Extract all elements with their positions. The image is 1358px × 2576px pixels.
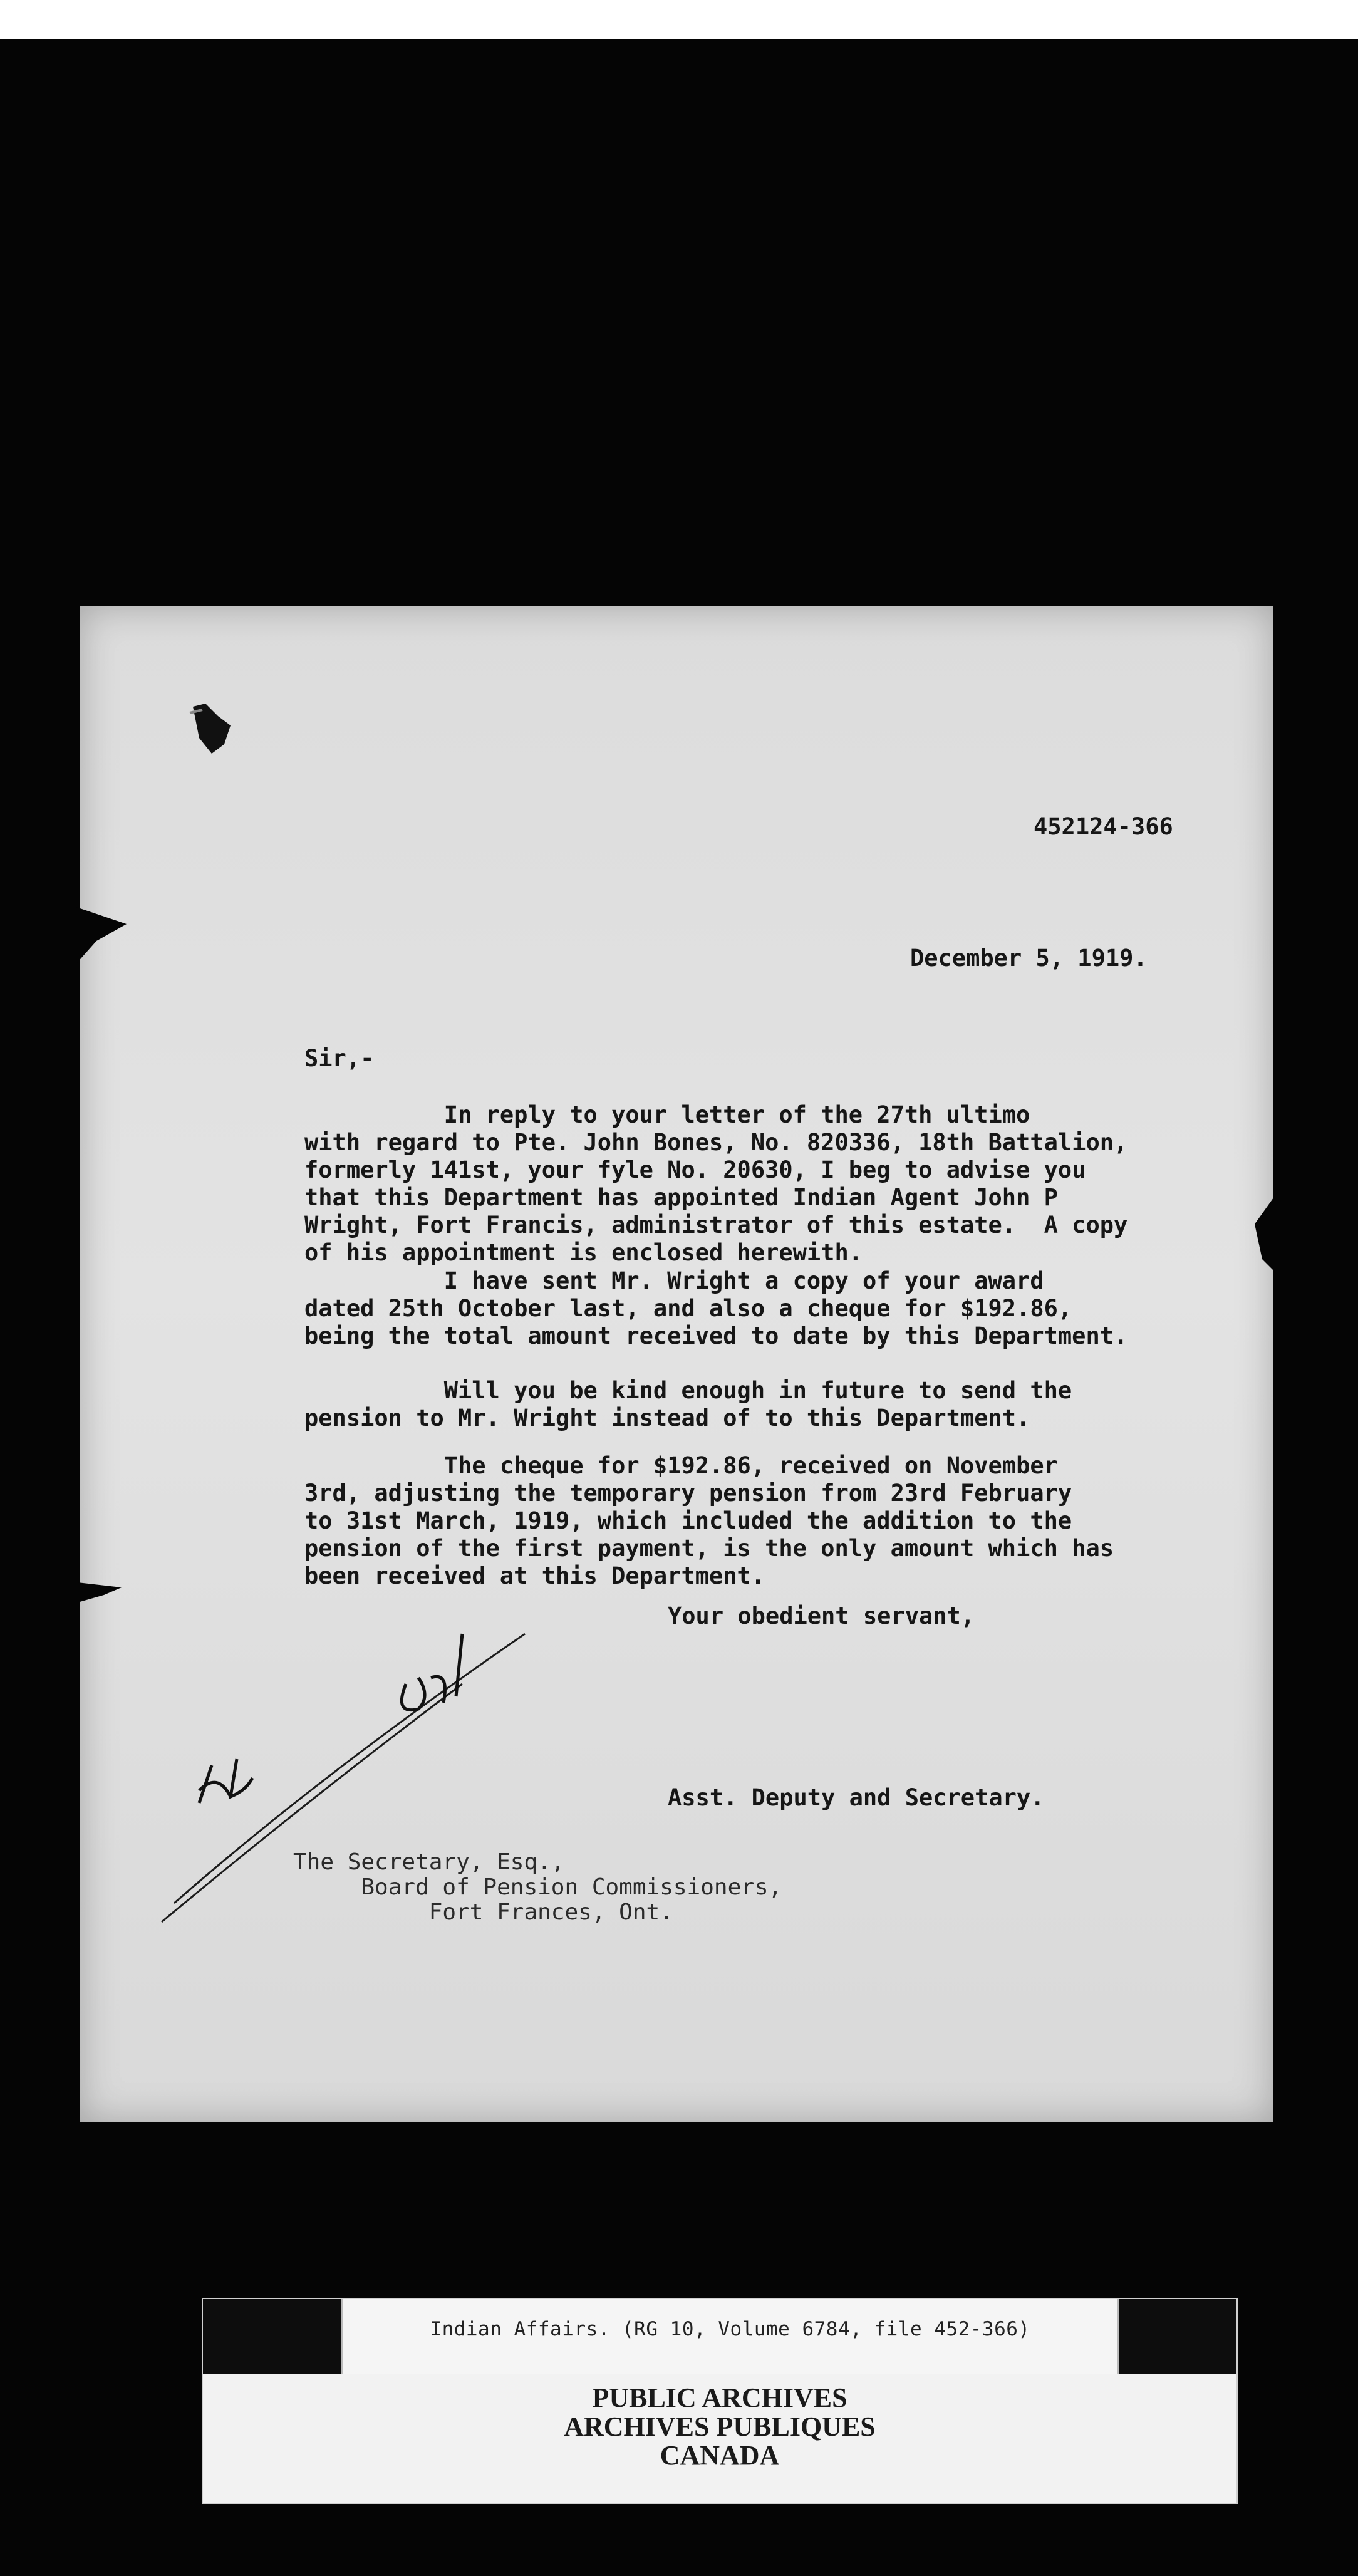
archive-stamp xyxy=(203,2384,1236,2470)
paragraph-3: Will you be kind enough in future to send the pension to Mr. Wright instead of to this Department. xyxy=(304,1377,1072,1431)
top-white-strip xyxy=(0,0,1358,39)
salutation: Sir,- xyxy=(304,1045,375,1072)
paper-clip-mark xyxy=(187,700,237,757)
paragraph-2: I have sent Mr. Wright a copy of your award dated 25th October last, and also a cheque for $192.86, being the total amount received to date by this Department. xyxy=(304,1267,1128,1349)
paragraph-1: In reply to your letter of the 27th ultimo with regard to Pte. John Bones, No. 820336, 18th Battalion, formerly 141st, your fyle No. 20630, I beg to advise you that this Department has appointed Indian Agent John P Wright, Fort Francis, administrator of this estate. A copy of his appointment is enclosed herewith. xyxy=(304,1101,1128,1266)
stamp-line-3: CANADA xyxy=(660,2440,780,2471)
page-edge-tear-lower xyxy=(78,1577,122,1602)
closing: Your obedient servant, xyxy=(668,1602,975,1629)
label-notch-right xyxy=(1114,2299,1236,2374)
letter-date: December 5, 1919. xyxy=(910,945,1148,972)
page-edge-tear xyxy=(76,907,127,963)
stamp-line-1: PUBLIC ARCHIVES xyxy=(592,2382,847,2413)
label-notch-left xyxy=(203,2299,341,2374)
signature-title: Asst. Deputy and Secretary. xyxy=(668,1784,1045,1811)
stamp-line-2: ARCHIVES PUBLIQUES xyxy=(564,2411,876,2442)
letter-page xyxy=(80,606,1273,2122)
paragraph-4: The cheque for $192.86, received on November 3rd, adjusting the temporary pension from 23rd February to 31st March, 1919, which included the addition to the pension of the first payment, is the only amount which has been received at this Department. xyxy=(304,1452,1114,1589)
archive-reference-tab xyxy=(341,2299,1119,2374)
archive-reference: Indian Affairs. (RG 10, Volume 6784, file 452-366) xyxy=(430,2318,1030,2340)
archive-label xyxy=(202,2298,1238,2504)
page-edge-mark-right xyxy=(1255,1189,1280,1277)
addressee-block: The Secretary, Esq., Board of Pension Commissioners, Fort Frances, Ont. xyxy=(293,1849,782,1925)
reference-number: 452124-366 xyxy=(1034,813,1173,840)
